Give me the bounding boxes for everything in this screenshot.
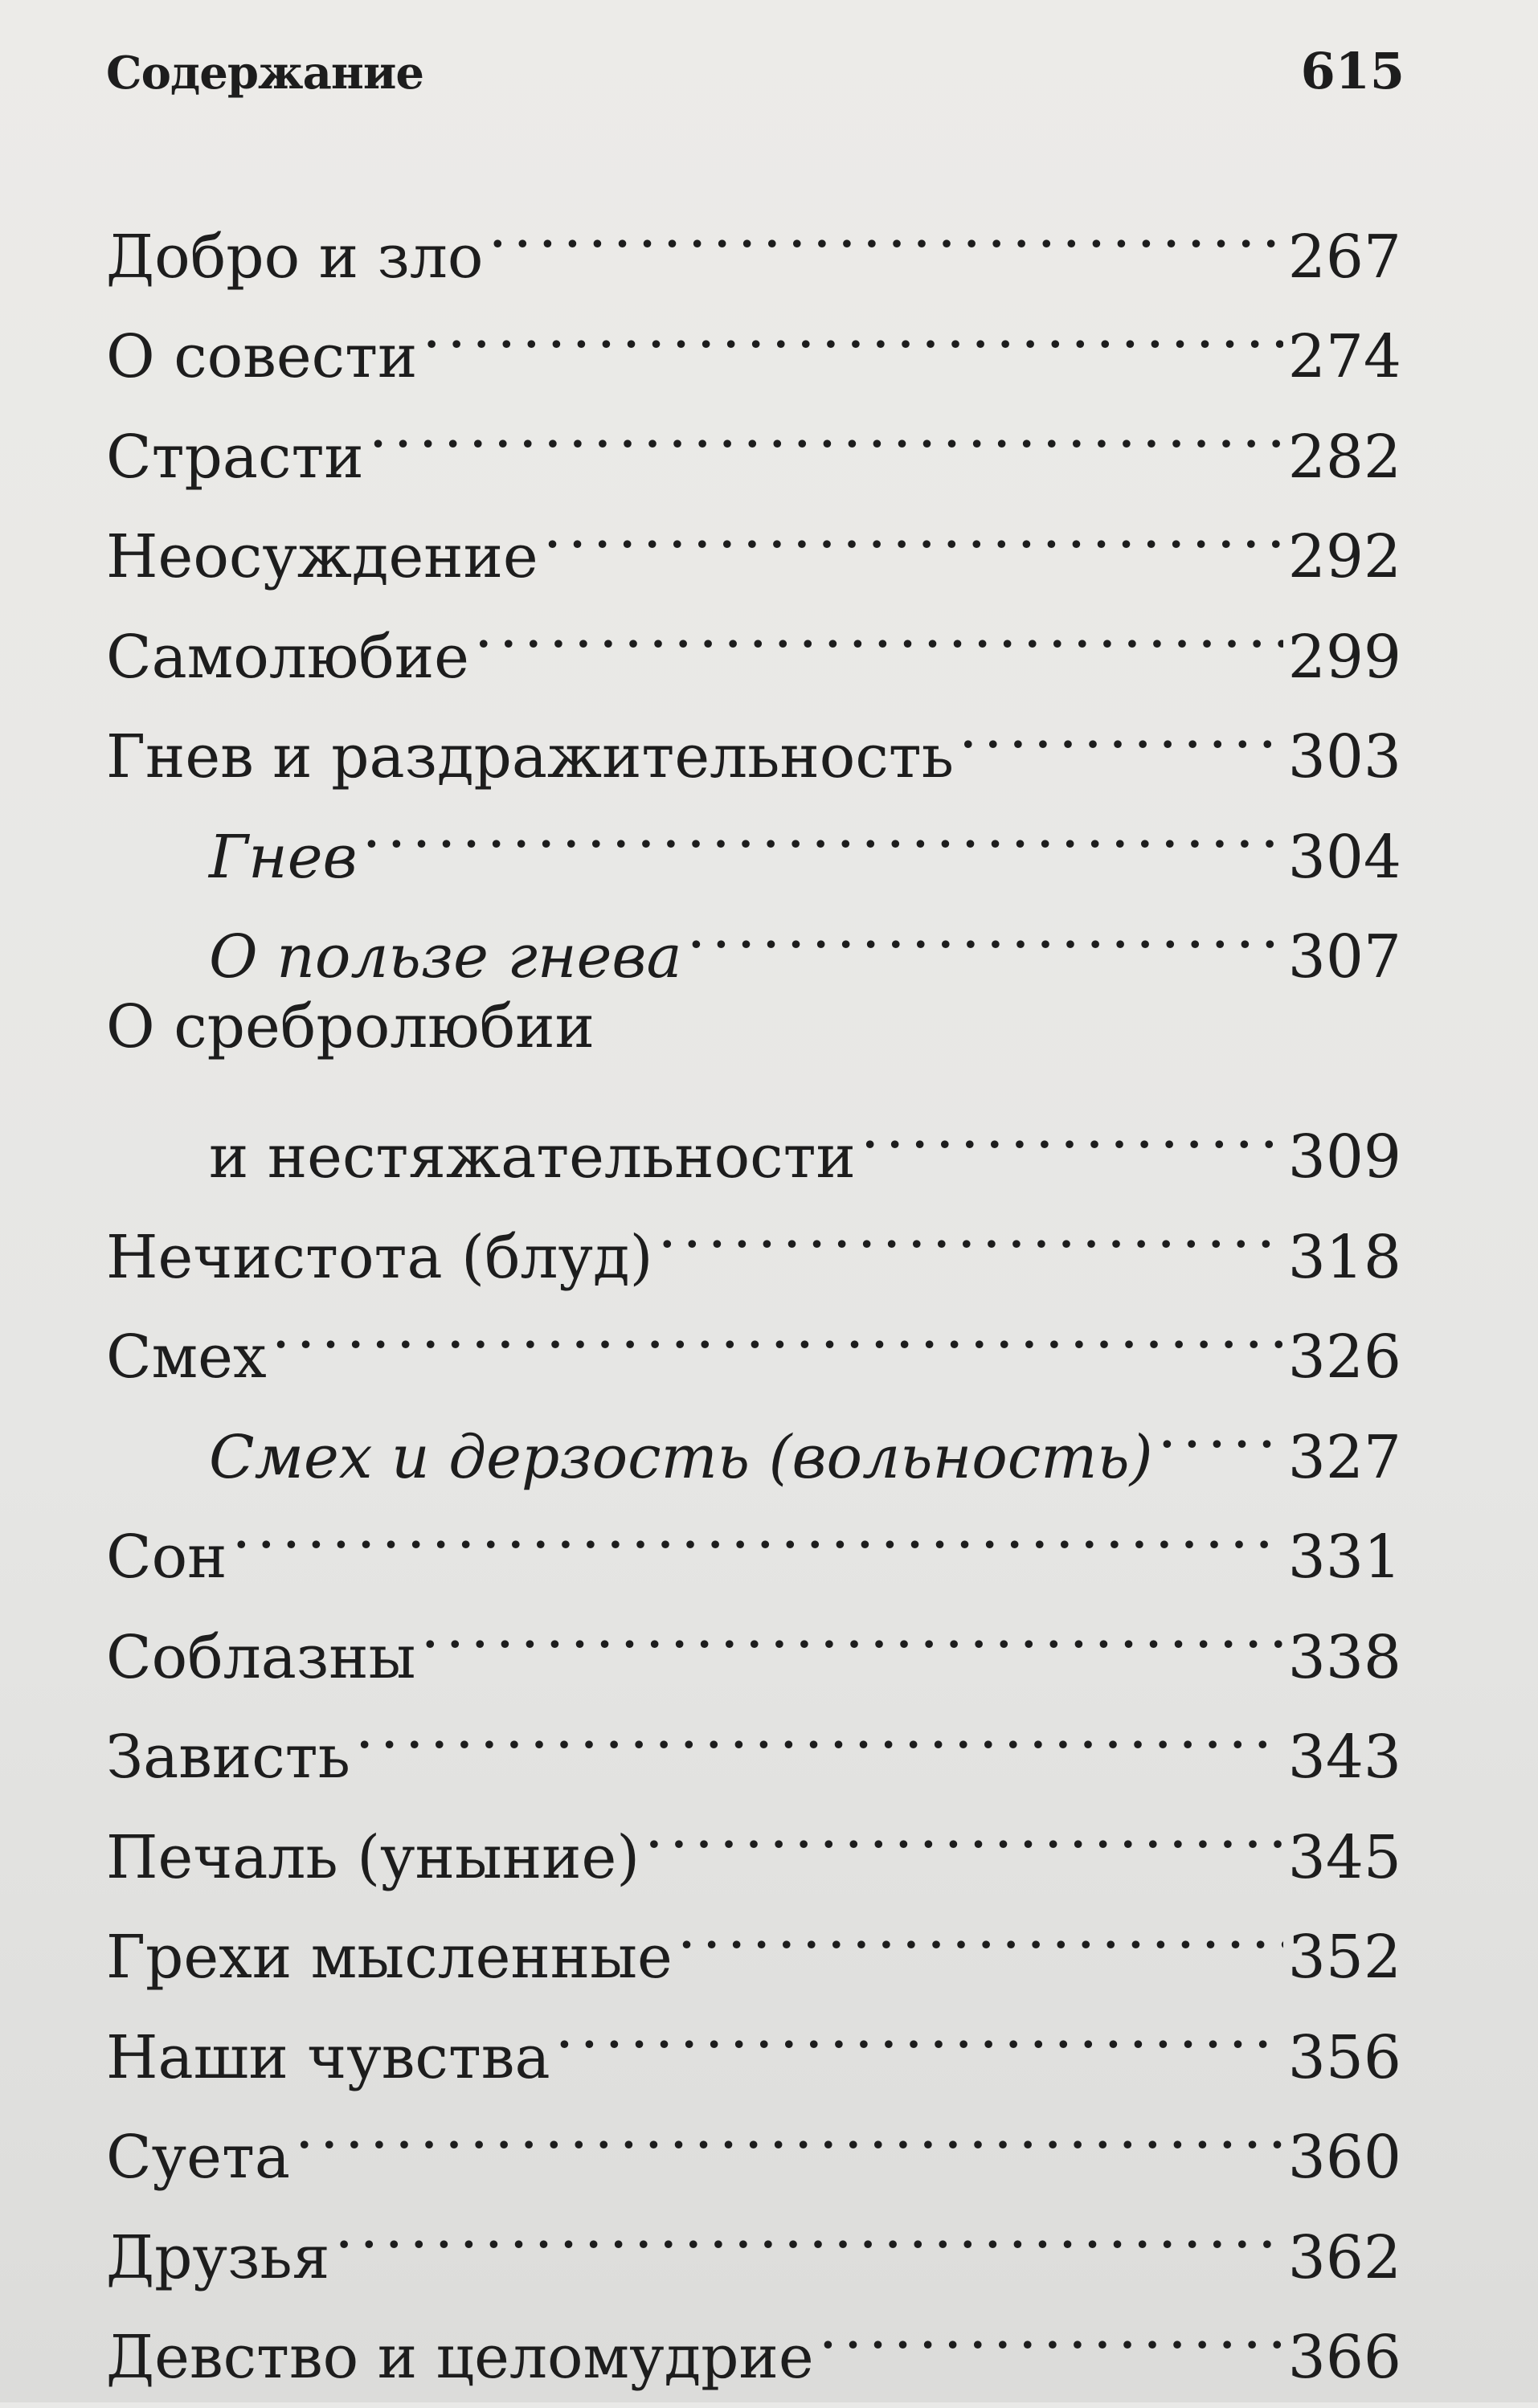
toc-entry-page: 274	[1287, 322, 1401, 391]
toc-entry-title: Зависть	[106, 1723, 350, 1792]
toc-leader-dots	[369, 377, 1283, 477]
toc-entry-title: Грехи мысленные	[106, 1923, 673, 1992]
toc-entry-title: Самолюбие	[106, 622, 469, 692]
toc-entry-title: Смех	[106, 1323, 267, 1392]
toc-entry-page: 299	[1287, 622, 1401, 692]
toc-leader-dots	[687, 877, 1283, 978]
toc-entry-page: 326	[1287, 1323, 1401, 1392]
toc-subentry-title: Смех и дерзость (вольность)	[209, 1422, 1153, 1492]
toc-entry-page: 267	[1287, 222, 1401, 292]
toc-entry-title: Наши чувства	[106, 2022, 550, 2092]
toc-entry-page: 292	[1287, 522, 1401, 591]
toc-subentry-title: О пользе гнева	[209, 922, 682, 991]
toc-entry-title: Печаль (уныние)	[106, 1822, 640, 1892]
toc-leader-dots	[555, 1977, 1283, 2078]
toc-leader-dots	[861, 1077, 1283, 1178]
toc-entry	[106, 1577, 1401, 1692]
toc-entry	[106, 1278, 1401, 1392]
toc-entry-page: 309	[1287, 1122, 1401, 1192]
toc-entry-title: Добро и зло	[106, 222, 484, 292]
toc-entry-page: 282	[1287, 422, 1401, 492]
toc-entry-page: 360	[1287, 2123, 1401, 2192]
toc-leader-dots	[334, 2177, 1282, 2278]
toc-entry	[106, 1478, 1401, 1592]
toc-entry-title: Сон	[106, 1523, 227, 1592]
toc-subentry-title: Гнев	[209, 822, 358, 892]
toc-entry	[106, 177, 1401, 292]
toc-entry-page: 356	[1287, 2022, 1401, 2092]
toc-leader-dots	[232, 1478, 1283, 1578]
toc-entry-page: 338	[1287, 1622, 1401, 1692]
toc-entry-page: 331	[1287, 1523, 1401, 1592]
running-header	[106, 42, 1405, 100]
toc-entry-page: 343	[1287, 1723, 1401, 1792]
toc-entry-title: и нестяжательности	[209, 1122, 856, 1192]
toc-leader-dots	[543, 477, 1283, 578]
toc-entry-title: Страсти	[106, 422, 364, 492]
toc-leader-dots	[644, 1777, 1283, 1878]
toc-entry-page: 318	[1287, 1222, 1401, 1292]
toc-subentry-page: 304	[1287, 822, 1401, 892]
toc-entry-title: Друзья	[106, 2222, 330, 2292]
toc-entry	[106, 977, 1401, 1077]
toc-leader-dots	[658, 1177, 1283, 1278]
toc-leader-dots	[272, 1278, 1283, 1378]
toc-leader-dots	[362, 777, 1283, 877]
section-name: Содержание	[106, 47, 424, 100]
toc-entry-title: Гнев и раздражительность	[106, 722, 955, 791]
toc-leader-dots	[819, 2278, 1283, 2378]
toc-entry-title: Соблазны	[106, 1622, 416, 1692]
toc-leader-dots	[1158, 1377, 1283, 1478]
toc-entry	[106, 2177, 1401, 2292]
toc-entry-page: 362	[1287, 2222, 1401, 2292]
toc-entry-title: О совести	[106, 322, 418, 391]
toc-entry-title: Нечистота (блуд)	[106, 1222, 653, 1292]
toc-entry-title: Девство и целомудрие	[106, 2323, 814, 2392]
toc-leader-dots	[355, 1678, 1283, 1778]
toc-entry-title: Суета	[106, 2123, 291, 2192]
toc-subentry-page: 327	[1287, 1422, 1401, 1492]
page-number: 615	[1300, 42, 1405, 100]
toc-leader-dots	[422, 277, 1282, 378]
toc-leader-dots	[959, 677, 1283, 778]
toc-leader-dots	[474, 577, 1283, 677]
toc-leader-dots	[488, 177, 1282, 277]
toc-subentry-page: 307	[1287, 922, 1401, 991]
toc-leader-dots	[420, 1577, 1282, 1678]
toc-subentry	[106, 1377, 1401, 1492]
toc-entry-title: Неосуждение	[106, 522, 538, 591]
toc-entry-page: 352	[1287, 1923, 1401, 1992]
toc-entry	[106, 2078, 1401, 2192]
toc-leader-dots	[677, 1878, 1283, 1978]
toc-entry-continuation	[106, 1077, 1401, 1192]
toc-entry-page: 345	[1287, 1822, 1401, 1892]
table-of-contents	[106, 177, 1401, 2392]
toc-entry-page: 303	[1287, 722, 1401, 791]
toc-leader-dots	[295, 2078, 1283, 2178]
toc-entry-title: О сребролюбии	[106, 992, 595, 1061]
toc-entry-page: 366	[1287, 2323, 1401, 2392]
